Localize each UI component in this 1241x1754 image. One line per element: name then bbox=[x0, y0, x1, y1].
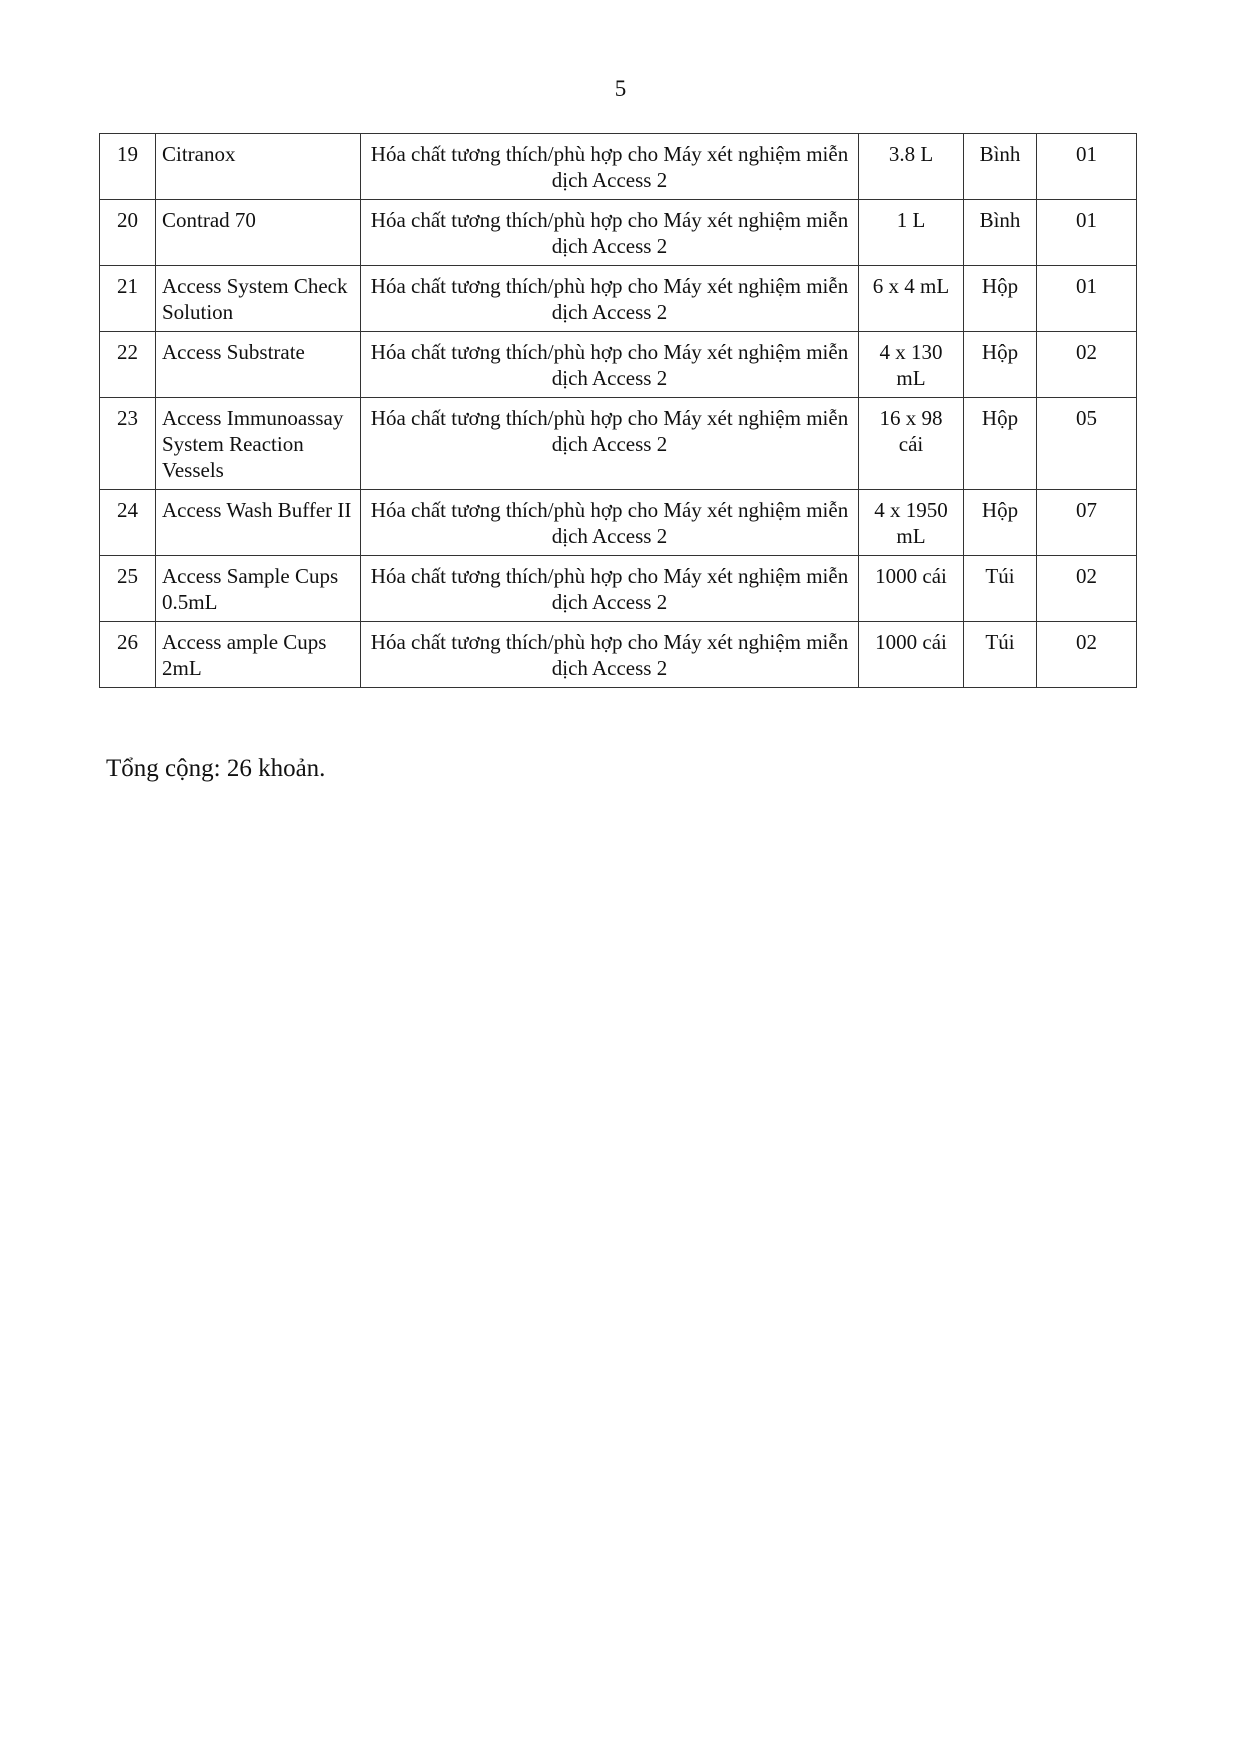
item-name-cell: Access Immunoassay System Reaction Vessels bbox=[156, 398, 361, 490]
row-number-cell: 20 bbox=[100, 200, 156, 266]
item-name-cell: Access System Check Solution bbox=[156, 266, 361, 332]
item-spec-cell: 16 x 98 cái bbox=[859, 398, 964, 490]
item-quantity-cell: 02 bbox=[1037, 556, 1137, 622]
item-name-cell: Access Wash Buffer II bbox=[156, 490, 361, 556]
item-unit-cell: Hộp bbox=[964, 332, 1037, 398]
item-unit-cell: Hộp bbox=[964, 490, 1037, 556]
item-spec-cell: 4 x 130 mL bbox=[859, 332, 964, 398]
item-description-cell: Hóa chất tương thích/phù hợp cho Máy xét nghiệm miễn dịch Access 2 bbox=[361, 266, 859, 332]
total-summary: Tổng cộng: 26 khoản. bbox=[106, 755, 326, 782]
table-row bbox=[100, 556, 1137, 622]
item-unit-cell: Bình bbox=[964, 134, 1037, 200]
item-spec-cell: 3.8 L bbox=[859, 134, 964, 200]
item-unit-cell: Hộp bbox=[964, 266, 1037, 332]
item-quantity-cell: 02 bbox=[1037, 332, 1137, 398]
table-row bbox=[100, 398, 1137, 490]
item-unit-cell: Túi bbox=[964, 556, 1037, 622]
table-row bbox=[100, 266, 1137, 332]
item-description-cell: Hóa chất tương thích/phù hợp cho Máy xét nghiệm miễn dịch Access 2 bbox=[361, 622, 859, 688]
item-unit-cell: Túi bbox=[964, 622, 1037, 688]
page-number: 5 bbox=[614, 76, 627, 101]
item-spec-cell: 6 x 4 mL bbox=[859, 266, 964, 332]
item-spec-cell: 1 L bbox=[859, 200, 964, 266]
item-name-cell: Citranox bbox=[156, 134, 361, 200]
item-spec-cell: 1000 cái bbox=[859, 622, 964, 688]
item-quantity-cell: 05 bbox=[1037, 398, 1137, 490]
row-number-cell: 23 bbox=[100, 398, 156, 490]
row-number-cell: 24 bbox=[100, 490, 156, 556]
row-number-cell: 22 bbox=[100, 332, 156, 398]
item-quantity-cell: 01 bbox=[1037, 134, 1137, 200]
table-row bbox=[100, 622, 1137, 688]
items-table bbox=[99, 133, 1137, 688]
item-description-cell: Hóa chất tương thích/phù hợp cho Máy xét nghiệm miễn dịch Access 2 bbox=[361, 490, 859, 556]
item-quantity-cell: 07 bbox=[1037, 490, 1137, 556]
item-description-cell: Hóa chất tương thích/phù hợp cho Máy xét nghiệm miễn dịch Access 2 bbox=[361, 134, 859, 200]
item-description-cell: Hóa chất tương thích/phù hợp cho Máy xét nghiệm miễn dịch Access 2 bbox=[361, 556, 859, 622]
item-description-cell: Hóa chất tương thích/phù hợp cho Máy xét nghiệm miễn dịch Access 2 bbox=[361, 200, 859, 266]
item-name-cell: Access ample Cups 2mL bbox=[156, 622, 361, 688]
item-quantity-cell: 01 bbox=[1037, 266, 1137, 332]
item-quantity-cell: 02 bbox=[1037, 622, 1137, 688]
item-spec-cell: 1000 cái bbox=[859, 556, 964, 622]
item-name-cell: Access Substrate bbox=[156, 332, 361, 398]
item-quantity-cell: 01 bbox=[1037, 200, 1137, 266]
row-number-cell: 26 bbox=[100, 622, 156, 688]
item-unit-cell: Hộp bbox=[964, 398, 1037, 490]
item-name-cell: Contrad 70 bbox=[156, 200, 361, 266]
row-number-cell: 25 bbox=[100, 556, 156, 622]
table-row bbox=[100, 332, 1137, 398]
row-number-cell: 19 bbox=[100, 134, 156, 200]
table-row bbox=[100, 490, 1137, 556]
item-spec-cell: 4 x 1950 mL bbox=[859, 490, 964, 556]
table-row bbox=[100, 134, 1137, 200]
items-table-body bbox=[100, 134, 1137, 688]
table-row bbox=[100, 200, 1137, 266]
item-unit-cell: Bình bbox=[964, 200, 1037, 266]
item-description-cell: Hóa chất tương thích/phù hợp cho Máy xét nghiệm miễn dịch Access 2 bbox=[361, 398, 859, 490]
item-description-cell: Hóa chất tương thích/phù hợp cho Máy xét nghiệm miễn dịch Access 2 bbox=[361, 332, 859, 398]
row-number-cell: 21 bbox=[100, 266, 156, 332]
item-name-cell: Access Sample Cups 0.5mL bbox=[156, 556, 361, 622]
